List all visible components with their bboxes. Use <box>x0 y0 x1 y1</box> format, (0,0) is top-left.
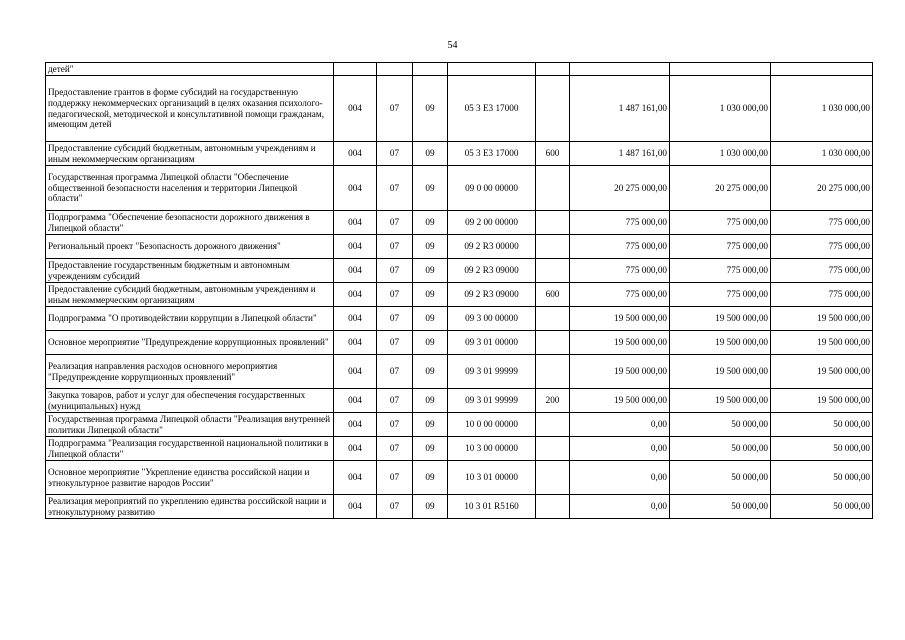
row-grbs-code: 004 <box>334 235 377 259</box>
row-target-article: 09 3 01 99999 <box>448 355 536 389</box>
row-grbs-code: 004 <box>334 389 377 413</box>
row-subsection: 09 <box>413 389 448 413</box>
row-grbs-code: 004 <box>334 495 377 519</box>
row-name: Подпрограмма "Реализация государственной национальной политики в Липецкой области" <box>46 437 334 461</box>
row-section <box>377 63 413 76</box>
row-amount-1: 19 500 000,00 <box>570 355 670 389</box>
row-target-article: 09 0 00 00000 <box>448 166 536 211</box>
row-amount-2: 775 000,00 <box>670 259 771 283</box>
row-section: 07 <box>377 461 413 495</box>
row-expense-type <box>536 235 570 259</box>
row-name: Предоставление субсидий бюджетным, автономным учреждениям и иным некоммерческим организациям <box>46 142 334 166</box>
row-amount-1: 0,00 <box>570 437 670 461</box>
row-target-article: 10 3 00 00000 <box>448 437 536 461</box>
row-name: Основное мероприятие "Предупреждение коррупционных проявлений" <box>46 331 334 355</box>
row-name: Предоставление субсидий бюджетным, автономным учреждениям и иным некоммерческим организациям <box>46 283 334 307</box>
row-amount-1: 775 000,00 <box>570 283 670 307</box>
row-amount-3: 1 030 000,00 <box>771 142 873 166</box>
row-grbs-code: 004 <box>334 413 377 437</box>
row-section: 07 <box>377 142 413 166</box>
row-name: Реализация направления расходов основного мероприятия "Предупреждение коррупционных проявлений" <box>46 355 334 389</box>
row-section: 07 <box>377 355 413 389</box>
row-subsection: 09 <box>413 331 448 355</box>
row-amount-2: 50 000,00 <box>670 437 771 461</box>
budget-table <box>45 62 873 519</box>
row-target-article: 10 3 01 00000 <box>448 461 536 495</box>
row-target-article: 10 0 00 00000 <box>448 413 536 437</box>
row-section: 07 <box>377 166 413 211</box>
row-grbs-code: 004 <box>334 331 377 355</box>
row-amount-1: 20 275 000,00 <box>570 166 670 211</box>
row-subsection: 09 <box>413 307 448 331</box>
row-grbs-code: 004 <box>334 461 377 495</box>
row-amount-3: 775 000,00 <box>771 259 873 283</box>
row-amount-1: 1 487 161,00 <box>570 76 670 142</box>
row-grbs-code: 004 <box>334 355 377 389</box>
row-section: 07 <box>377 495 413 519</box>
row-amount-3: 19 500 000,00 <box>771 355 873 389</box>
row-amount-2: 19 500 000,00 <box>670 355 771 389</box>
table-row <box>46 307 873 331</box>
row-section: 07 <box>377 307 413 331</box>
row-name: детей" <box>46 63 334 76</box>
table-row <box>46 437 873 461</box>
row-target-article: 09 2 00 00000 <box>448 211 536 235</box>
row-amount-1: 0,00 <box>570 413 670 437</box>
table-row <box>46 76 873 142</box>
table-row <box>46 63 873 76</box>
row-subsection: 09 <box>413 76 448 142</box>
row-expense-type <box>536 259 570 283</box>
row-expense-type <box>536 166 570 211</box>
row-amount-3: 775 000,00 <box>771 283 873 307</box>
row-amount-3: 19 500 000,00 <box>771 331 873 355</box>
row-target-article: 09 2 R3 00000 <box>448 235 536 259</box>
row-subsection: 09 <box>413 235 448 259</box>
row-amount-3: 50 000,00 <box>771 495 873 519</box>
row-amount-1: 775 000,00 <box>570 235 670 259</box>
row-amount-1: 775 000,00 <box>570 259 670 283</box>
row-expense-type <box>536 331 570 355</box>
row-target-article: 09 3 00 00000 <box>448 307 536 331</box>
row-subsection: 09 <box>413 211 448 235</box>
row-amount-3 <box>771 63 873 76</box>
row-amount-3: 50 000,00 <box>771 437 873 461</box>
row-grbs-code: 004 <box>334 259 377 283</box>
row-amount-1 <box>570 63 670 76</box>
row-name: Закупка товаров, работ и услуг для обеспечения государственных (муниципальных) нужд <box>46 389 334 413</box>
row-section: 07 <box>377 437 413 461</box>
row-name: Предоставление государственным бюджетным и автономным учреждениям субсидий <box>46 259 334 283</box>
row-subsection: 09 <box>413 355 448 389</box>
row-amount-3: 50 000,00 <box>771 413 873 437</box>
row-expense-type: 600 <box>536 283 570 307</box>
row-section: 07 <box>377 211 413 235</box>
row-target-article: 09 3 01 99999 <box>448 389 536 413</box>
row-expense-type <box>536 413 570 437</box>
row-expense-type: 600 <box>536 142 570 166</box>
row-amount-1: 0,00 <box>570 495 670 519</box>
row-amount-3: 775 000,00 <box>771 235 873 259</box>
table-row <box>46 413 873 437</box>
row-subsection: 09 <box>413 461 448 495</box>
row-amount-2: 50 000,00 <box>670 413 771 437</box>
row-amount-2: 1 030 000,00 <box>670 142 771 166</box>
table-row <box>46 331 873 355</box>
row-section: 07 <box>377 331 413 355</box>
row-amount-1: 775 000,00 <box>570 211 670 235</box>
row-subsection: 09 <box>413 142 448 166</box>
row-amount-2: 20 275 000,00 <box>670 166 771 211</box>
table-row <box>46 461 873 495</box>
row-amount-3: 19 500 000,00 <box>771 307 873 331</box>
row-target-article: 09 2 R3 09000 <box>448 259 536 283</box>
table-row <box>46 166 873 211</box>
row-subsection: 09 <box>413 166 448 211</box>
row-section: 07 <box>377 389 413 413</box>
row-subsection: 09 <box>413 283 448 307</box>
row-section: 07 <box>377 259 413 283</box>
row-expense-type <box>536 307 570 331</box>
table-row <box>46 142 873 166</box>
row-target-article: 09 2 R3 09000 <box>448 283 536 307</box>
row-grbs-code: 004 <box>334 307 377 331</box>
row-grbs-code: 004 <box>334 76 377 142</box>
row-amount-1: 1 487 161,00 <box>570 142 670 166</box>
table-row <box>46 389 873 413</box>
row-expense-type <box>536 63 570 76</box>
row-section: 07 <box>377 235 413 259</box>
row-amount-3: 20 275 000,00 <box>771 166 873 211</box>
row-grbs-code: 004 <box>334 283 377 307</box>
row-name: Государственная программа Липецкой области "Обеспечение общественной безопасности населения и территории Липецкой области" <box>46 166 334 211</box>
row-section: 07 <box>377 76 413 142</box>
row-amount-3: 19 500 000,00 <box>771 389 873 413</box>
table-row <box>46 235 873 259</box>
row-amount-2: 19 500 000,00 <box>670 389 771 413</box>
row-grbs-code: 004 <box>334 437 377 461</box>
row-amount-1: 19 500 000,00 <box>570 389 670 413</box>
row-section: 07 <box>377 283 413 307</box>
row-grbs-code: 004 <box>334 142 377 166</box>
table-row <box>46 211 873 235</box>
row-name: Основное мероприятие "Укрепление единства российской нации и этнокультурное развитие народов России" <box>46 461 334 495</box>
row-amount-1: 19 500 000,00 <box>570 331 670 355</box>
row-amount-2: 775 000,00 <box>670 235 771 259</box>
row-subsection: 09 <box>413 413 448 437</box>
row-name: Подпрограмма "Обеспечение безопасности дорожного движения в Липецкой области" <box>46 211 334 235</box>
row-section: 07 <box>377 413 413 437</box>
row-expense-type <box>536 461 570 495</box>
row-name: Реализация мероприятий по укреплению единства российской нации и этнокультурному развитию <box>46 495 334 519</box>
page-number: 54 <box>447 40 458 51</box>
row-subsection <box>413 63 448 76</box>
table-body <box>46 63 873 519</box>
table-row <box>46 283 873 307</box>
row-grbs-code: 004 <box>334 211 377 235</box>
row-amount-1: 19 500 000,00 <box>570 307 670 331</box>
row-subsection: 09 <box>413 495 448 519</box>
table-row <box>46 355 873 389</box>
row-target-article <box>448 63 536 76</box>
row-target-article: 05 3 E3 17000 <box>448 142 536 166</box>
row-name: Региональный проект "Безопасность дорожного движения" <box>46 235 334 259</box>
row-amount-2: 50 000,00 <box>670 461 771 495</box>
row-amount-2: 775 000,00 <box>670 211 771 235</box>
row-amount-2: 775 000,00 <box>670 283 771 307</box>
row-expense-type <box>536 437 570 461</box>
row-amount-2: 19 500 000,00 <box>670 331 771 355</box>
row-target-article: 05 3 E3 17000 <box>448 76 536 142</box>
row-subsection: 09 <box>413 437 448 461</box>
row-expense-type <box>536 211 570 235</box>
row-name: Государственная программа Липецкой области "Реализация внутренней политики Липецкой области" <box>46 413 334 437</box>
table-row <box>46 495 873 519</box>
row-expense-type <box>536 76 570 142</box>
row-amount-3: 1 030 000,00 <box>771 76 873 142</box>
row-amount-2: 1 030 000,00 <box>670 76 771 142</box>
row-name: Подпрограмма "О противодействии коррупции в Липецкой области" <box>46 307 334 331</box>
row-name: Предоставление грантов в форме субсидий на государственную поддержку некоммерческих организаций в целях оказания психолого-педагогической, методической и консультативной помощи гражданам, имеющим детей <box>46 76 334 142</box>
row-subsection: 09 <box>413 259 448 283</box>
row-amount-3: 775 000,00 <box>771 211 873 235</box>
row-expense-type <box>536 495 570 519</box>
row-target-article: 09 3 01 00000 <box>448 331 536 355</box>
row-amount-2: 50 000,00 <box>670 495 771 519</box>
row-amount-2: 19 500 000,00 <box>670 307 771 331</box>
row-expense-type <box>536 355 570 389</box>
row-amount-3: 50 000,00 <box>771 461 873 495</box>
row-target-article: 10 3 01 R5160 <box>448 495 536 519</box>
row-amount-2 <box>670 63 771 76</box>
row-grbs-code: 004 <box>334 166 377 211</box>
row-expense-type: 200 <box>536 389 570 413</box>
row-amount-1: 0,00 <box>570 461 670 495</box>
table-row <box>46 259 873 283</box>
row-grbs-code <box>334 63 377 76</box>
